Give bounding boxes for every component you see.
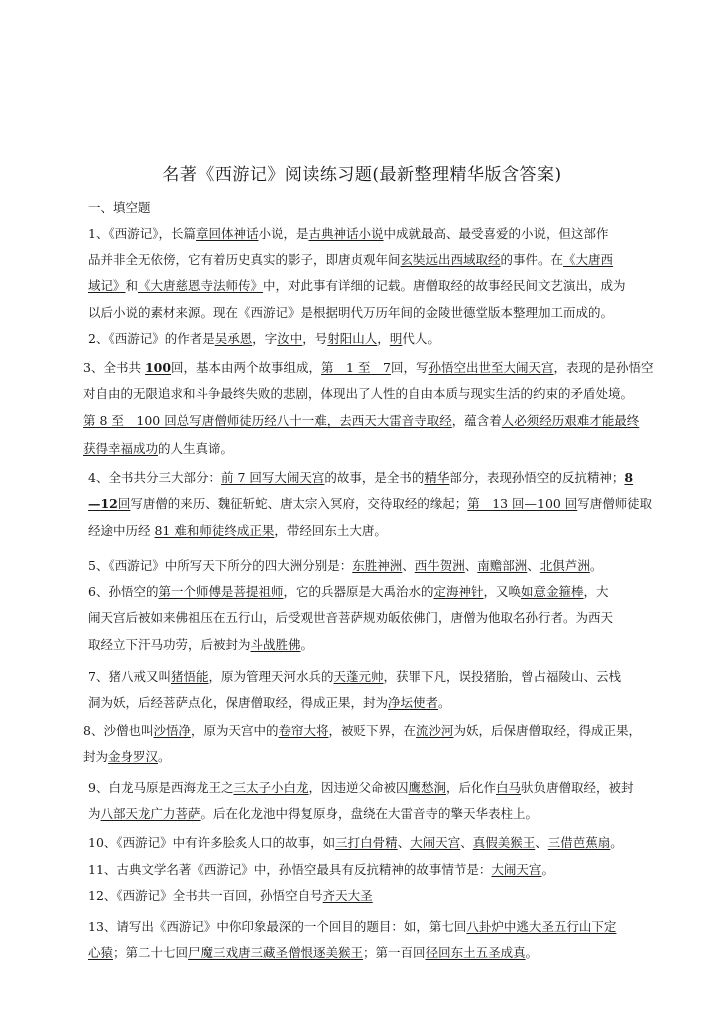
question-text: 、 (535, 835, 548, 850)
answer-text: 定海神针 (433, 584, 484, 599)
answer-text: 齐天大圣 (322, 888, 373, 903)
question-text: 品并非全无依傍，它有着历史真实的影子，即唐贞观年间 (88, 252, 401, 267)
question-text: 11、古典文学名著《西游记》中，孙悟空最具有反抗精神的故事情节是： (88, 862, 492, 877)
question-text: ，原为管理天河水兵的 (208, 669, 334, 684)
text-line (83, 385, 633, 403)
answer-text: 八部天龙广力菩萨 (100, 806, 201, 821)
question-text: 。 (525, 945, 539, 960)
answer-text: 100 (144, 360, 172, 375)
answer-text: 第 1 至 7 (321, 360, 391, 375)
question-text: 和 (125, 278, 139, 293)
question-text: 的事件。在 (500, 252, 564, 267)
text-line (88, 694, 451, 712)
question-text: 12、《西游记》全书共一百回，孙悟空自号 (88, 888, 323, 903)
text-line (88, 304, 613, 322)
question-text: 写唐僧师徒取 (577, 496, 653, 511)
question-text: 的故事，是全书的 (324, 470, 425, 485)
question-text: ，原为天宫中的 (190, 723, 279, 738)
text-line (88, 330, 440, 348)
answer-text: 径回东土五圣成真 (425, 945, 526, 960)
question-text: ，被贬下界，在 (328, 723, 417, 738)
text-line (88, 469, 633, 487)
answer-text: 南赡部洲 (477, 558, 528, 573)
answer-text: 西牛贺洲 (414, 558, 465, 573)
question-text: ，表现的是孙悟空 (553, 360, 654, 375)
answer-text: 鹰愁涧 (408, 780, 447, 795)
question-text: 、 (397, 835, 411, 850)
answer-text: 精华 (424, 470, 450, 485)
question-text: ，大 (583, 584, 609, 599)
question-text: ，带经回东土大唐。 (274, 523, 387, 538)
answer-text: 东胜神洲 (352, 558, 403, 573)
text-line (88, 668, 621, 686)
question-text: 7、猪八戒又叫 (88, 669, 171, 684)
question-text: 洞为妖，后经菩萨点化，保唐僧取经，得成正果，封为 (88, 695, 389, 710)
answer-text: 汝中 (277, 331, 303, 346)
text-line (88, 918, 616, 936)
text-line (83, 440, 233, 458)
answer-text: 天蓬元帅 (333, 669, 384, 684)
answer-text: 《大唐西 (563, 252, 614, 267)
question-text: 为 (88, 806, 101, 821)
answer-text: —12 (88, 496, 118, 511)
question-text: 2、《西游记》的作者是 (88, 331, 215, 346)
answer-text: 第一个师傅是菩提祖师 (158, 584, 284, 599)
answer-text: 古典神话小说 (308, 226, 384, 241)
text-line (88, 944, 538, 962)
answer-text: 8 (624, 470, 634, 485)
question-text: 、 (460, 835, 473, 850)
question-text: 9、白龙马原是西海龙王之 (88, 780, 234, 795)
text-line (88, 522, 387, 540)
answer-text: 前 7 回写大闹天宫 (220, 470, 325, 485)
question-text: 8、沙僧也叫 (83, 723, 154, 738)
question-text: 回，写 (390, 360, 429, 375)
question-text: 以后小说的素材来源。现在《西游记》是根据明代万历年间的金陵世德堂版本整理加工而成的。 (88, 305, 614, 320)
answer-text: 玄奘远出西域取经 (400, 252, 501, 267)
question-text: 的人生真谛。 (158, 441, 234, 456)
question-text: ，获罪下凡，误投猪胎，曾占福陵山、云栈 (383, 669, 622, 684)
answer-text: 尸魔三戏唐三藏圣僧恨逐美猴王 (188, 945, 364, 960)
question-text: 。 (300, 637, 314, 652)
answer-text: 猪悟能 (170, 669, 209, 684)
text-line (88, 887, 373, 905)
question-text: ，后化作 (446, 780, 497, 795)
answer-text: 三借芭蕉扇 (547, 835, 611, 850)
text-line (88, 251, 613, 269)
question-text: 3、全书共 (83, 360, 145, 375)
question-text: ；第二十七回 (113, 945, 189, 960)
text-line (88, 583, 609, 601)
question-text: ，又唤 (483, 584, 522, 599)
question-text: ， (377, 331, 390, 346)
question-text: 5、《西游记》中所写天下所分的四大洲分别是： (88, 558, 353, 573)
text-line (88, 861, 554, 879)
text-line (83, 748, 171, 766)
answer-text: 如意金箍棒 (521, 584, 584, 599)
text-line (83, 722, 641, 740)
answer-text: 射阳山人 (327, 331, 378, 346)
answer-text: 人必须经历艰难才能最终 (501, 413, 640, 428)
question-text: 为妖，后保唐僧取经，得成正果， (453, 723, 642, 738)
question-text: ，字 (252, 331, 278, 346)
question-text: 、 (527, 558, 540, 573)
answer-text: 孙悟空出世至大闹天宫 (428, 360, 554, 375)
answer-text: 第 13 回—100 回 (467, 496, 578, 511)
answer-text: 三太子小白龙 (233, 780, 309, 795)
question-text: 经途中历经 (88, 523, 155, 538)
question-text: 取经立下汗马功劳，后被封为 (88, 637, 251, 652)
answer-text: 北俱芦洲 (539, 558, 590, 573)
question-text: 、 (464, 558, 478, 573)
answer-text: 回 (117, 496, 131, 511)
question-text: 小说，是 (258, 226, 309, 241)
question-text: 闹天宫后被如来佛祖压在五行山，后受观世音菩萨规劝皈依佛门，唐僧为他取名孙行者。为西天 (88, 610, 614, 625)
answer-text: 金身罗汉 (108, 749, 159, 764)
answer-text: 第 8 至 100 回总写唐僧师徒历经八十一难，去西天大雷音寺取经 (83, 413, 452, 428)
question-text: 13、请写出《西游记》中你印象最深的一个回目的题目：如，第七回 (88, 919, 467, 934)
question-text: 写唐僧的来历、魏征斩蛇、唐太宗入冥府，交待取经的缘起； (130, 496, 468, 511)
question-text: 回，基本由两个故事组成， (171, 360, 322, 375)
question-text: 4、全书共分三大部分： (88, 470, 221, 485)
question-text: 中成就最高、最受喜爱的小说，但这部作 (383, 226, 609, 241)
text-line (88, 779, 634, 797)
document-title: 名著《西游记》阅读练习题(最新整理精华版含答案) (162, 165, 562, 185)
question-text: ，号 (302, 331, 328, 346)
question-text: 。 (541, 862, 554, 877)
answer-text: 真假美猴王 (472, 835, 536, 850)
answer-text: 流沙河 (416, 723, 454, 738)
answer-text: 81 难和师徒终成正果 (154, 523, 275, 538)
answer-text: 斗战胜佛 (250, 637, 301, 652)
question-text: 。 (438, 695, 451, 710)
answer-text: 净坛使者 (388, 695, 439, 710)
question-text: 。后在化龙池中得复原身，盘绕在大雷音寺的擎天华表柱上。 (200, 806, 539, 821)
question-text: ，因违逆父命被囚 (308, 780, 409, 795)
answer-text: 章回体神话 (195, 226, 259, 241)
answer-text: 域记》 (88, 278, 126, 293)
text-line (88, 225, 609, 243)
question-text: 封为 (83, 749, 109, 764)
question-text: 部分，表现孙悟空的反抗精神； (449, 470, 625, 485)
question-text: ；第一百回 (363, 945, 426, 960)
answer-text: 八卦炉中逃大圣五行山下定 (466, 919, 617, 934)
question-text: 中，对此事有详细的记载。唐僧取经的故事经民间文艺演出，成为 (263, 278, 626, 293)
answer-text: 白马 (496, 780, 522, 795)
answer-text: 大闹天宫 (410, 835, 461, 850)
question-text: 驮负唐僧取经，被封 (521, 780, 634, 795)
answer-text: 《大唐慈恩寺法师传》 (138, 278, 264, 293)
text-line (88, 557, 602, 575)
text-line (88, 636, 313, 654)
text-line (83, 359, 653, 377)
question-text: 10、《西游记》中有许多脍炙人口的故事，如 (88, 835, 336, 850)
answer-text: 获得幸福成功 (83, 441, 159, 456)
text-line (88, 609, 613, 627)
question-text: 。 (610, 835, 623, 850)
text-line (88, 495, 652, 513)
question-text: ，蕴含着 (451, 413, 502, 428)
answer-text: 明 (389, 331, 403, 346)
question-text: 。 (158, 749, 171, 764)
section-heading: 一、填空题 (88, 200, 151, 215)
answer-text: 吴承恩 (214, 331, 253, 346)
question-text: 1、《西游记》，长篇 (88, 226, 196, 241)
question-text: 。 (589, 558, 603, 573)
answer-text: 三打白骨精 (335, 835, 398, 850)
text-line (88, 277, 626, 295)
answer-text: 心猿 (88, 945, 114, 960)
answer-text: 沙悟净 (153, 723, 191, 738)
text-line (88, 834, 623, 852)
question-text: 6、孙悟空的 (88, 584, 159, 599)
text-line (88, 805, 538, 823)
answer-text: 大闹天宫 (491, 862, 542, 877)
question-text: 对自由的无限追求和斗争最终失败的悲剧，体现出了人性的自由本质与现实生活的约束的矛盾处境。 (83, 386, 634, 401)
question-text: 代人。 (402, 331, 440, 346)
question-text: ，它的兵器原是大禹治水的 (283, 584, 434, 599)
text-line (83, 412, 639, 430)
question-text: 、 (402, 558, 415, 573)
answer-text: 卷帘大将 (278, 723, 329, 738)
